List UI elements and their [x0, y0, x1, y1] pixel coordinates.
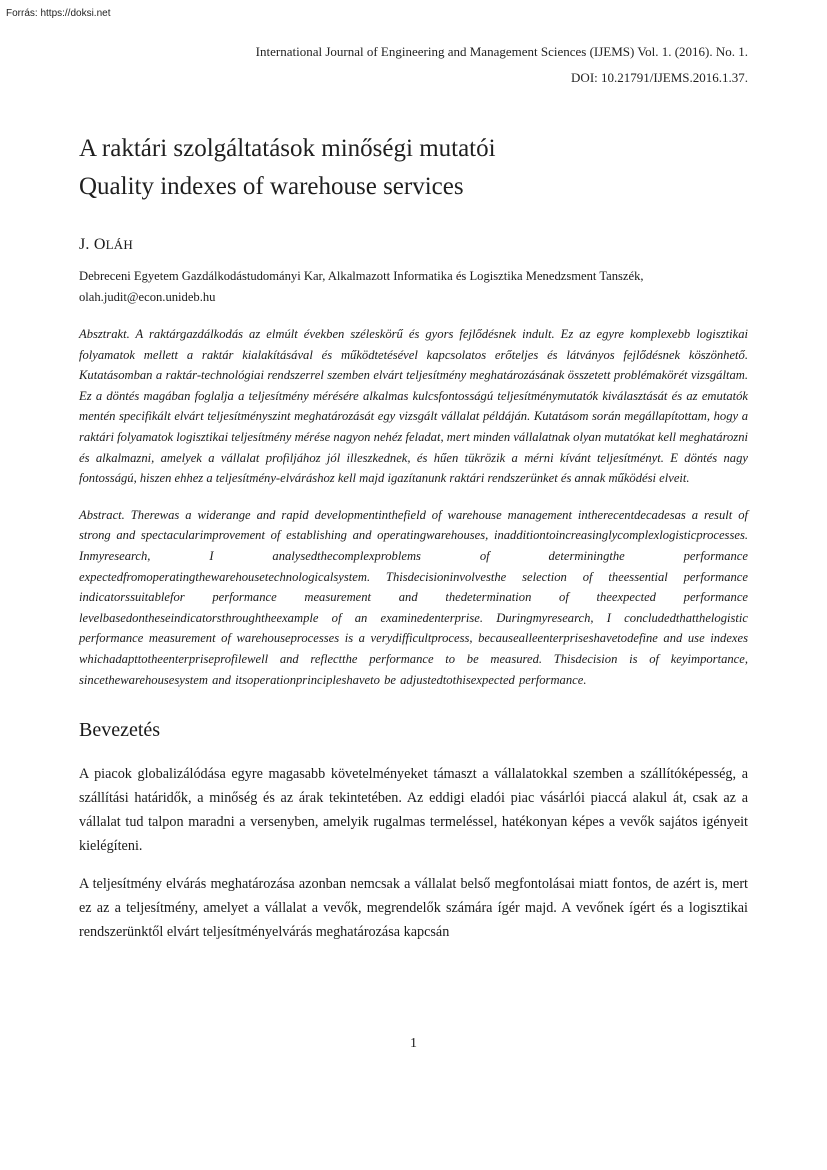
- paragraph: A teljesítmény elvárás meghatározása azonban nemcsak a vállalat belső megfontolásai miatt fontos, de azért is, mert ez az a teljesítmény, amelyet a vállalat a vevők, megrendelők számára ígér majd. A vevőnek ígért és a logisztikai rendszerünktől elvárt teljesítményelvárás meghatározása kapcsán: [79, 876, 748, 941]
- paragraph: A piacok globalizálódása egyre magasabb követelményeket támaszt a vállalatokkal szemben a szállítóképesség, a szállítási határidők, a minőség és az árak tekintetében. Az eddigi eladói piac vásárlói piaccá alakul át, csak az a vállalat tud talpon maradni a versenyben, amelyik rugalmas termeléssel, hatékonyan képes a vevők sajátos igényeit kielégíteni.: [79, 766, 748, 855]
- journal-header: [256, 39, 748, 91]
- title-hungarian: A raktári szolgáltatások minőségi mutatói: [79, 135, 496, 162]
- source-note: Forrás: https://doksi.net: [6, 8, 111, 19]
- affiliation: [79, 266, 748, 308]
- article-body: [79, 130, 748, 958]
- journal-citation: International Journal of Engineering and Management Sciences (IJEMS) Vol. 1. (2016). No. 1.: [255, 44, 748, 59]
- author-email: olah.judit@econ.unideb.hu: [79, 290, 216, 304]
- author-surname: LÁH: [105, 237, 133, 252]
- affiliation-institution: Debreceni Egyetem Gazdálkodástudományi Kar, Alkalmazott Informatika és Logisztika Menedzsment Tanszék,: [79, 269, 644, 283]
- journal-doi: DOI: 10.21791/IJEMS.2016.1.37.: [571, 70, 748, 85]
- author: [79, 236, 748, 254]
- section-heading: Bevezetés: [79, 719, 161, 742]
- page-number: 1: [410, 1036, 417, 1051]
- title-english: Quality indexes of warehouse services: [79, 173, 464, 200]
- abstract-english: Abstract. Therewas a widerange and rapid developmentinthefield of warehouse management intherecentdecadesas a result of strong and spectacularimprovement of establishing and operatingwarehouses, inadditiontoincreasinglycomplexlogisticprocesses. Inmyresearch, I analysedthecomplexproblems of determiningthe performance expectedfromoperatingthewarehousetechnologicalsystem. Thisdecisioninvolvesthe selection of theessential performance indicatorssuitablefor performance measurement and thedetermination of theexpected performance levelbasedontheseindicatorsthroughtheexample of an examinedenterprise. Duringmyresearch, I concludedthatthelogistic performance measurement of warehouseprocesses is a verydifficultprocess, becausealleenterpriseshavetodefine and use indexes whichadapttotheenterpriseprofilewell and reflectthe performance to be measured. Thisdecision is of keyimportance, sincethewarehousesystem and itsoperationprincipleshaveto be adjustedtothisexpected performance.: [79, 507, 748, 687]
- abstract-hungarian: Absztrakt. A raktárgazdálkodás az elmúlt években széleskörű és gyors fejlődésnek indult. Ez az egyre komplexebb logisztikai folyamatok mellett a raktár kialakításával és működtetésével kapcsolatos erőteljes és látványos fejlődésnek köszönhető. Kutatásomban a raktár-technológiai rendszerrel szemben elvárt teljesítmény meghatározásának összetett problémakörét vizsgáltam. Ez a döntés magában foglalja a teljesítmény mérésére alkalmas kulcsfontosságú teljesítménymutatók kiválasztását és az emutatók mentén specifikált elvárt teljesítményszint meghatározását egy vizsgált vállalat példáján. Kutatásom során megállapítottam, hogy a raktári folyamatok logisztikai teljesítmény mérése nagyon nehéz feladat, mert minden vállalatnak olyan mutatókat kell meghatározni és alkalmazni, amelyek a vállalat profiljához jól illeszkednek, és hűen tükrözik a mérni kívánt teljesítményt. E döntés nagy fontosságú, hiszen ehhez a teljesítmény-elváráshoz kell majd igazítanunk raktári rendszerünket és annak működési elveit.: [79, 327, 748, 486]
- page-title: [79, 130, 748, 206]
- author-initial: J. O: [79, 236, 106, 253]
